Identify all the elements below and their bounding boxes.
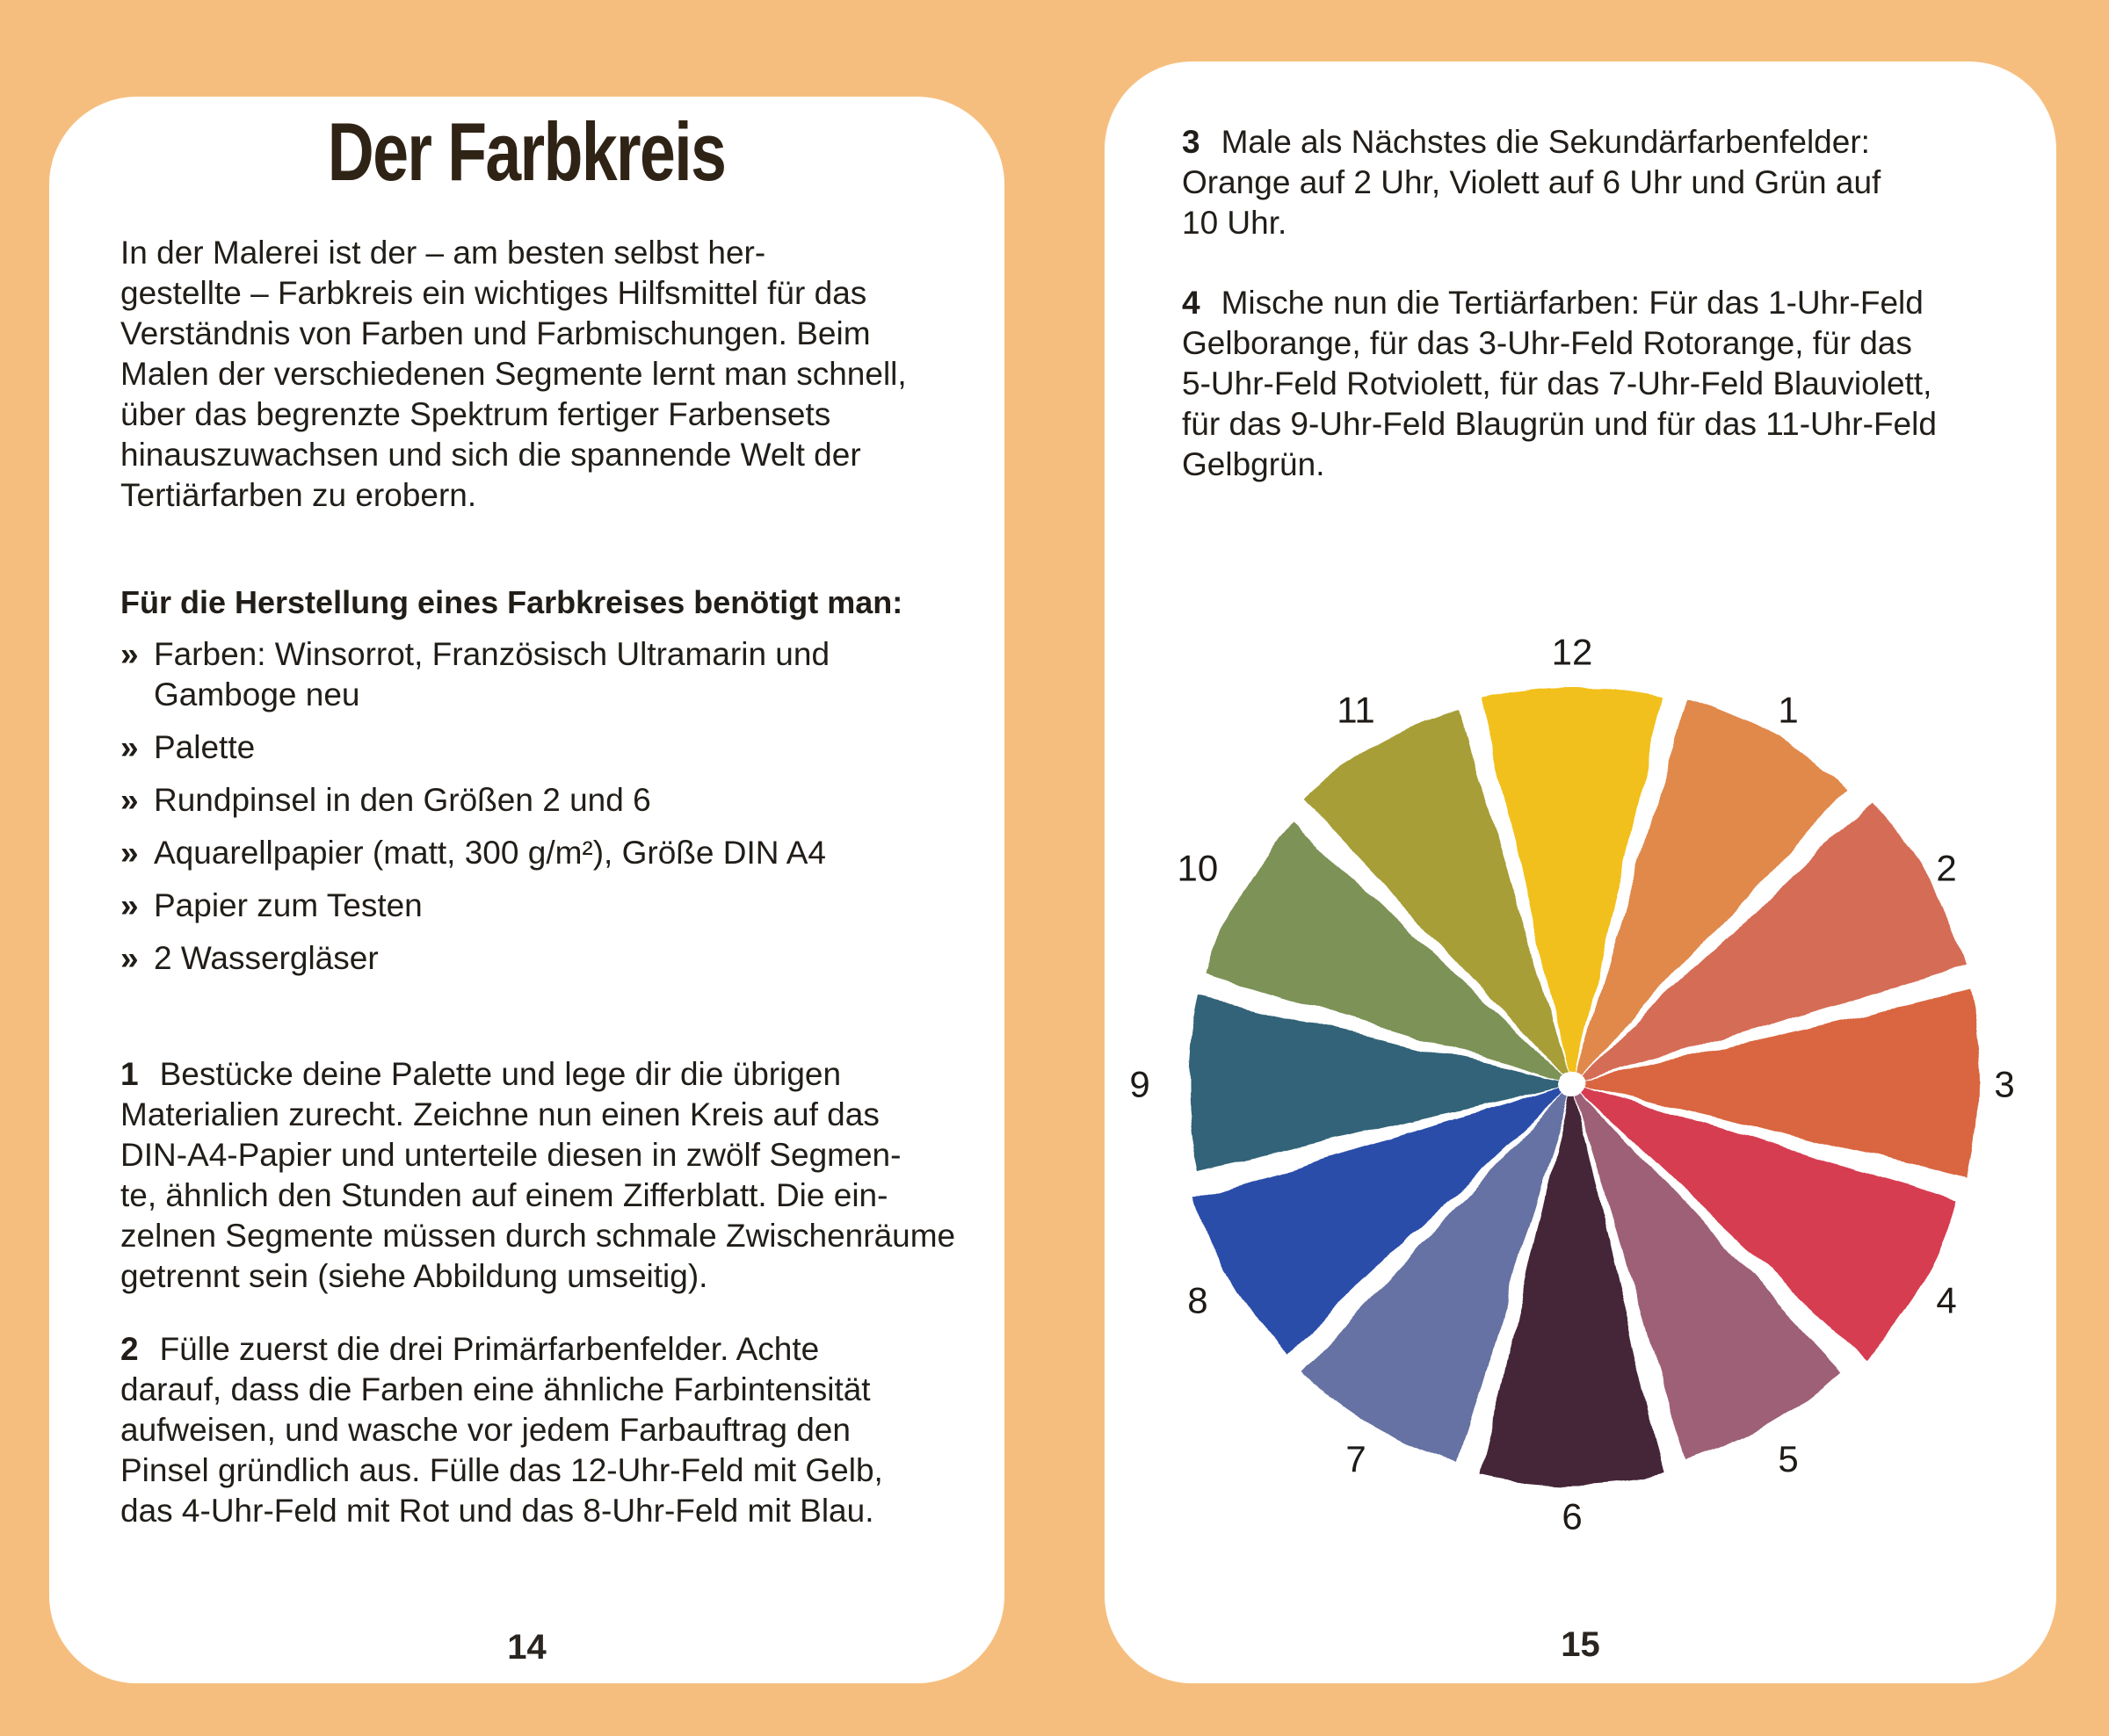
wheel-segment-label: 1 bbox=[1778, 689, 1799, 731]
list-item-text: Papier zum Testen bbox=[154, 887, 423, 923]
step-text: Mische nun die Tertiärfarben: Für das 1-Uhr-Feld Gelborange, für das 3-Uhr-Feld Rotorange, für das 5-Uhr-Feld Rotviolett, für das 7-Uhr-Feld Blauviolett, für das 9-Uhr-Feld Blaugrün und für das 11-Uhr-Feld Gelbgrün. bbox=[1182, 285, 1937, 482]
guillemet-bullet-icon: » bbox=[120, 636, 139, 672]
list-item bbox=[120, 938, 990, 979]
guillemet-bullet-icon: » bbox=[120, 940, 139, 976]
list-item bbox=[120, 886, 990, 926]
step-4-paragraph bbox=[1182, 283, 1999, 485]
step-text: Bestücke deine Palette und lege dir die übrigen Materialien zurecht. Zeichne nun einen Kreis auf das DIN-A4-Papier und unterteile diesen in zwölf Segmen- te, ähnlich den Stunden auf einem Zifferblatt. Die ein- zelnen Segmente müssen durch schmale Zwischenräume getrennt sein (siehe Abbildung umseitig). bbox=[120, 1056, 956, 1294]
step-3-paragraph bbox=[1182, 122, 1999, 243]
wheel-segment-label: 8 bbox=[1187, 1279, 1208, 1321]
materials-list bbox=[120, 634, 990, 991]
color-wheel-illustration bbox=[1106, 618, 2038, 1550]
page-right bbox=[1105, 61, 2056, 1683]
wheel-segment-label: 6 bbox=[1562, 1495, 1583, 1537]
wheel-segment-label: 11 bbox=[1337, 689, 1375, 731]
guillemet-bullet-icon: » bbox=[120, 835, 139, 871]
guillemet-bullet-icon: » bbox=[120, 887, 139, 923]
page-number-right: 15 bbox=[1561, 1625, 1600, 1664]
wheel-segment-label: 3 bbox=[1994, 1063, 2015, 1105]
step-1-paragraph bbox=[120, 1054, 982, 1297]
wheel-segment-label: 2 bbox=[1936, 847, 1957, 889]
step-number: 4 bbox=[1182, 285, 1200, 321]
wheel-segment-label: 12 bbox=[1551, 631, 1593, 673]
page-title: Der Farbkreis bbox=[328, 105, 726, 198]
wheel-segment-label: 5 bbox=[1778, 1437, 1799, 1479]
materials-heading: Für die Herstellung eines Farbkreises benötigt man: bbox=[120, 584, 903, 620]
wheel-segment-label: 9 bbox=[1129, 1063, 1150, 1105]
intro-paragraph: In der Malerei ist der – am besten selbst her- gestellte – Farbkreis ein wichtiges Hilfsmittel für das Verständnis von Farben und Farbmischungen. Beim Malen der verschiedenen Segmente lernt man schnell, über das begrenzte Spektrum fertiger Farbensets hinauszuwachsen und sich die spannende Welt der Tertiärfarben zu erobern. bbox=[120, 235, 907, 513]
list-item-text: 2 Wassergläser bbox=[154, 940, 379, 976]
list-item bbox=[120, 833, 990, 873]
wheel-segment-label: 7 bbox=[1345, 1437, 1366, 1479]
step-text: Male als Nächstes die Sekundärfarbenfelder: Orange auf 2 Uhr, Violett auf 6 Uhr und Grün auf 10 Uhr. bbox=[1182, 124, 1881, 241]
guillemet-bullet-icon: » bbox=[120, 729, 139, 765]
step-number: 2 bbox=[120, 1331, 139, 1367]
wheel-segment-label: 4 bbox=[1936, 1279, 1957, 1321]
list-item bbox=[120, 634, 990, 715]
list-item-text: Palette bbox=[154, 729, 256, 765]
list-item bbox=[120, 780, 990, 821]
step-2-paragraph bbox=[120, 1329, 982, 1531]
guillemet-bullet-icon: » bbox=[120, 782, 139, 818]
step-text: Fülle zuerst die drei Primärfarbenfelder. Achte darauf, dass die Farben eine ähnliche Farbintensität aufweisen, und wasche vor jedem Farbauftrag den Pinsel gründlich aus. Fülle das 12-Uhr-Feld mit Gelb, das 4-Uhr-Feld mit Rot und das 8-Uhr-Feld mit Blau. bbox=[120, 1331, 883, 1529]
list-item-text: Farben: Winsorrot, Französisch Ultramarin und Gamboge neu bbox=[154, 636, 830, 712]
page-number-left: 14 bbox=[507, 1628, 547, 1667]
step-number: 3 bbox=[1182, 124, 1200, 160]
page-title-wrap bbox=[49, 105, 1004, 198]
page-left bbox=[49, 97, 1004, 1683]
list-item bbox=[120, 727, 990, 768]
wheel-segment-label: 10 bbox=[1177, 847, 1219, 889]
list-item-text: Aquarellpapier (matt, 300 g/m²), Größe DIN A4 bbox=[154, 835, 826, 871]
step-number: 1 bbox=[120, 1056, 139, 1092]
list-item-text: Rundpinsel in den Größen 2 und 6 bbox=[154, 782, 651, 818]
